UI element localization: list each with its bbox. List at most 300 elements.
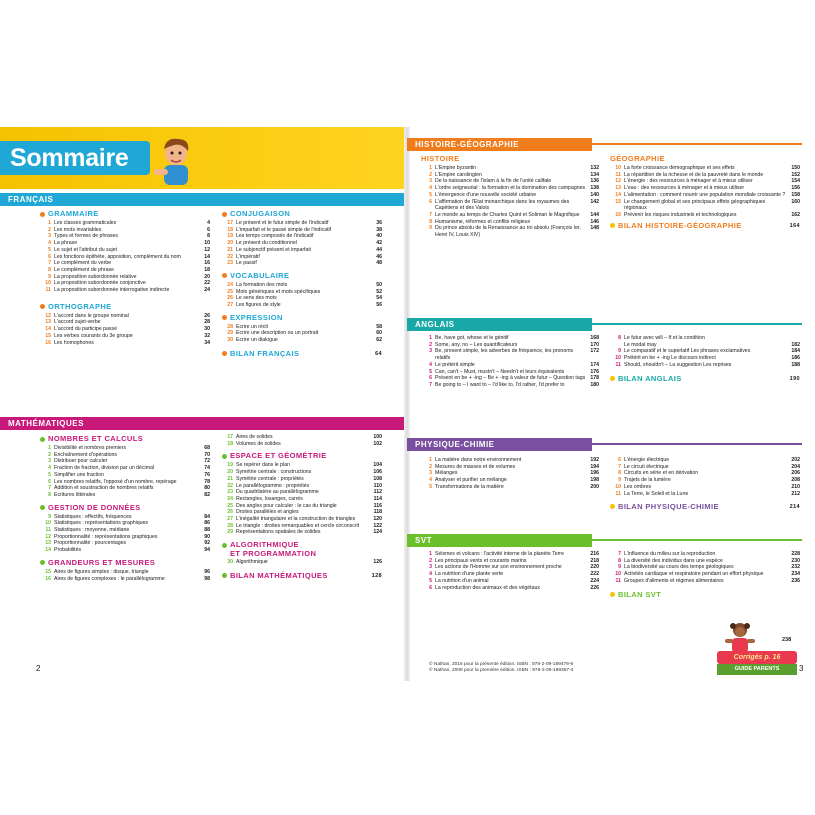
toc-entry (40, 240, 210, 247)
entry-page: 234 (791, 571, 800, 578)
entry-title: L'accord sujet-verbe (54, 319, 101, 326)
toc-entry (610, 564, 800, 571)
bilan-francais (222, 349, 382, 359)
list-espace (222, 462, 382, 536)
entry-number: 10 (615, 355, 621, 362)
entry-page: 76 (204, 471, 210, 478)
physique-col-right (610, 457, 800, 512)
entry-title: Les fonctions épithète, apposition, complément du nom (54, 253, 181, 260)
bilan-anglais (610, 374, 800, 384)
maths-col-right (222, 434, 382, 581)
girl-illustration-icon (725, 621, 755, 653)
toc-entry (40, 452, 210, 459)
list-grandeurs (40, 569, 210, 582)
entry-title: Écrire un récit (236, 323, 268, 330)
page-number-left: 2 (36, 664, 41, 673)
bullet-icon (40, 304, 45, 309)
toc-entry (421, 185, 599, 192)
subsection-title: GRAMMAIRE (48, 209, 99, 218)
entry-number: 5 (48, 246, 51, 253)
toc-entry (222, 295, 382, 302)
entry-title: L'impératif (236, 253, 260, 260)
entry-page: 40 (376, 233, 382, 240)
entry-number: 13 (615, 185, 621, 192)
list-geographie (610, 165, 800, 219)
toc-entry (222, 240, 382, 247)
entry-page: 82 (204, 491, 210, 498)
entry-number: 21 (227, 475, 233, 482)
entry-number: 20 (227, 469, 233, 476)
entry-number: 18 (227, 440, 233, 447)
entry-number: 9 (618, 477, 621, 484)
entry-number: 1 (429, 335, 432, 341)
entry-number: 5 (429, 368, 432, 375)
entry-number: 2 (48, 451, 51, 458)
bullet-icon (222, 454, 227, 459)
entry-title: Mots génériques et mots spécifiques (236, 288, 321, 295)
entry-title: L'accord du participe passé (54, 326, 117, 333)
list-anglais-left (421, 335, 599, 389)
entry-number: 7 (429, 211, 432, 218)
bilan-maths (222, 571, 382, 581)
entry-title: Be, have got, whose et le génitif (435, 335, 509, 341)
entry-title: Aires de solides (236, 434, 273, 440)
entry-page: 24 (204, 287, 210, 294)
entry-title: La biodiversité au cours des temps géologiques (624, 564, 734, 571)
isbn-line-2: © Nathan, 2008 pour la première édition. ISBN : 978-2-09-189367-4 (429, 668, 574, 673)
page-title: Sommaire (0, 141, 150, 175)
entry-page: 58 (376, 323, 382, 330)
toc-entry (222, 247, 382, 254)
entry-number: 19 (227, 462, 233, 469)
entry-title: Écrire une description ou un portrait (236, 330, 319, 337)
subsection-title: GRANDEURS ET MESURES (48, 557, 156, 567)
entry-number: 3 (429, 348, 432, 355)
entry-title: Groupes d'aliments et régimes alimentaires (624, 577, 724, 584)
entry-number: 12 (45, 533, 51, 540)
entry-number: 6 (618, 457, 621, 463)
page-number-right: 3 (799, 664, 804, 673)
entry-title: Algorithmique (236, 559, 268, 566)
bullet-icon (222, 315, 227, 320)
entry-title: Be going to – I want to – I'd like to, I'd rather, I'd prefer to (435, 381, 565, 388)
toc-entry (40, 274, 210, 281)
geographie-col (610, 154, 800, 231)
toc-entry (40, 465, 210, 472)
entry-page: 44 (376, 246, 382, 253)
toc-entry (40, 254, 210, 261)
entry-title: Les mots invariables (54, 226, 102, 233)
entry-title: Le circuit électrique (624, 463, 669, 470)
entry-title: Statistiques : effectifs, fréquences (54, 513, 132, 520)
right-page (407, 127, 815, 681)
entry-page: 226 (590, 584, 599, 591)
toc-entry (40, 485, 210, 492)
entry-title: Présent en be + -ing – Be + -ing à valeur de futur – Question tags (435, 375, 586, 382)
entry-title: L'énergie : des ressources à ménager et à mieux utiliser (624, 178, 753, 185)
entry-title: Types et formes de phrases (54, 233, 119, 240)
maths-col-left (40, 434, 210, 582)
toc-entry (222, 516, 382, 523)
entry-number: 2 (429, 341, 432, 348)
bullet-icon (610, 223, 615, 228)
bullet-icon (40, 212, 45, 217)
toc-entry (40, 458, 210, 465)
entry-title: Aires de figures simples : disque, triangle (54, 568, 149, 575)
bilan-label: BILAN PHYSIQUE-CHIMIE (618, 502, 719, 512)
toc-entry (421, 578, 599, 585)
entry-page: 136 (590, 178, 599, 185)
toc-entry (610, 571, 800, 578)
toc-entry (40, 227, 210, 234)
toc-entry (222, 260, 382, 267)
bullet-icon (610, 592, 615, 597)
entry-number: 4 (48, 465, 51, 472)
toc-entry (222, 302, 382, 309)
list-orthographe (40, 313, 210, 347)
entry-page: 222 (590, 571, 599, 578)
entry-title: La phrase (54, 240, 78, 247)
entry-page: 184 (791, 348, 800, 355)
toc-entry (40, 326, 210, 333)
toc-entry (40, 576, 210, 583)
entry-title: Distribuer pour calculer (54, 458, 108, 465)
entry-title: Divisibilité et nombres premiers (54, 445, 127, 451)
entry-page: 230 (791, 557, 800, 564)
entry-number: 7 (429, 381, 432, 388)
entry-title: La diversité des individus dans une espèce (624, 557, 723, 564)
entry-page: 100 (373, 434, 382, 440)
section-header-histgeo: HISTOIRE-GÉOGRAPHIE (407, 138, 592, 151)
toc-entry (222, 483, 382, 490)
entry-title: L'alimentation : comment nourrir une population mondiale croissante ? (624, 191, 786, 198)
subsection-title: NOMBRES ET CALCULS (48, 434, 144, 443)
subsection-title: ALGORITHMIQUE (230, 540, 299, 550)
toc-entry (610, 578, 800, 585)
subsection-conjugaison (222, 209, 382, 219)
entry-page: 146 (590, 218, 599, 225)
entry-title: Symétrie centrale : constructions (236, 469, 312, 476)
subsection-espace (222, 451, 382, 461)
toc-entry (421, 172, 599, 179)
entry-page: 192 (590, 457, 599, 463)
entry-number: 23 (227, 260, 233, 267)
entry-number: 19 (227, 233, 233, 240)
entry-page: 148 (590, 225, 599, 232)
entry-title: Aires de figures complexes : le parallélogramme (54, 575, 165, 582)
entry-page: 194 (590, 463, 599, 470)
entry-title: Circuits en série et en dérivation (624, 470, 699, 477)
entry-number: 16 (45, 339, 51, 346)
entry-page: 182 (791, 341, 800, 348)
toc-entry (222, 227, 382, 234)
toc-entry (610, 348, 800, 355)
toc-entry (40, 445, 210, 452)
entry-title: Les actions de l'Homme sur son environnement proche (435, 564, 562, 571)
entry-title: Statistiques : moyenne, médiane (54, 527, 130, 534)
entry-title: Le monde au temps de Charles Quint et Soliman le Magnifique (435, 211, 580, 218)
entry-page: 72 (204, 458, 210, 465)
entry-number: 8 (48, 491, 51, 498)
entry-title: Fraction de fraction, division par un décimal (54, 465, 155, 472)
entry-number: 4 (429, 571, 432, 578)
entry-title: Le présent du conditionnel (236, 240, 297, 247)
toc-entry (610, 165, 800, 172)
entry-page: 124 (373, 529, 382, 536)
entry-page: 86 (204, 520, 210, 527)
entry-title: Activités cardiaque et respiratoire pendant un effort physique (624, 571, 764, 578)
entry-title: Les nombres relatifs, l'opposé d'un nombre, repérage (54, 478, 177, 485)
entry-page: 102 (373, 440, 382, 447)
entry-number: 14 (615, 191, 621, 198)
anglais-col-right (610, 335, 800, 384)
bilan-histgeo (610, 221, 800, 231)
toc-entry (222, 220, 382, 227)
entry-title: La nutrition d'un animal (435, 577, 489, 584)
entry-page: 98 (204, 575, 210, 582)
toc-entry (421, 464, 599, 471)
entry-page: 112 (373, 489, 382, 496)
entry-title: Be, present simple, les adverbes de fréquence, les pronoms relatifs (435, 348, 574, 362)
entry-title: L'influence du milieu sur la reproduction (624, 551, 716, 557)
toc-entry (610, 457, 800, 464)
subsection-grammaire (40, 209, 210, 219)
entry-page: 16 (204, 260, 210, 267)
entry-number: 12 (615, 178, 621, 185)
entry-page: 94 (204, 547, 210, 554)
entry-number: 6 (429, 375, 432, 382)
entry-title: La matière dans notre environnement (435, 457, 522, 463)
entry-number: 18 (227, 226, 233, 233)
entry-number: 27 (227, 516, 233, 523)
toc-entry (421, 165, 599, 172)
entry-title: Le complément de phrase (54, 266, 114, 273)
entry-number: 9 (429, 225, 432, 232)
subsection-grandeurs (40, 558, 210, 568)
toc-entry (421, 585, 599, 592)
bilan-label: BILAN MATHÉMATIQUES (230, 570, 328, 580)
entry-page: 48 (376, 260, 382, 267)
entry-title: Mesures de masses et de volumes (435, 463, 516, 470)
subsection-geographie: GÉOGRAPHIE (610, 154, 665, 163)
entry-page: 168 (590, 335, 599, 341)
entry-page: 188 (791, 361, 800, 368)
entry-page: 120 (373, 516, 382, 523)
entry-page: 90 (204, 533, 210, 540)
entry-number: 21 (227, 246, 233, 253)
entry-page: 34 (204, 339, 210, 346)
entry-page: 142 (590, 198, 599, 205)
entry-page: 132 (590, 165, 599, 171)
entry-page: 54 (376, 295, 382, 302)
entry-page: 218 (590, 557, 599, 564)
toc-entry (421, 571, 599, 578)
toc-entry (610, 335, 800, 342)
entry-page: 154 (791, 178, 800, 185)
entry-title: L'Empire byzantin (435, 165, 477, 171)
toc-entry (40, 267, 210, 274)
entry-page: 170 (590, 341, 599, 348)
entry-page: 126 (373, 559, 382, 566)
entry-title: Le subjonctif présent et imparfait (236, 246, 311, 253)
entry-title: L'affirmation de l'État monarchique dans les royaumes des Capétiens et des Valois (435, 198, 570, 212)
toc-entry (40, 319, 210, 326)
entry-title: Le prétérit simple (435, 361, 475, 368)
list-physique-right (610, 457, 800, 497)
entry-number: 16 (45, 575, 51, 582)
toc-entry (421, 477, 599, 484)
bullet-icon (222, 351, 227, 356)
bullet-icon (40, 560, 45, 565)
entry-page: 12 (204, 246, 210, 253)
entry-title: L'imparfait et le passé simple de l'indicatif (236, 226, 332, 233)
toc-entry (222, 509, 382, 516)
entry-number: 3 (48, 233, 51, 240)
entry-page: 236 (791, 577, 800, 584)
toc-entry (222, 434, 382, 441)
toc-entry (222, 489, 382, 496)
entry-title: La proposition subordonnée relative (54, 273, 137, 280)
entry-number: 9 (48, 273, 51, 280)
toc-entry (610, 212, 800, 219)
entry-title: L'accord dans le groupe nominal (54, 312, 129, 319)
list-physique-left (421, 457, 599, 491)
list-conjugaison (222, 220, 382, 267)
subsection-title: CONJUGAISON (230, 209, 291, 218)
entry-number: 14 (45, 326, 51, 333)
entry-page: 206 (791, 470, 800, 477)
entry-page: 118 (373, 509, 382, 516)
entry-number: 25 (227, 502, 233, 509)
entry-page: 88 (204, 527, 210, 534)
entry-number: 6 (48, 253, 51, 260)
subsection-vocabulaire (222, 271, 382, 281)
badge-guide-parents: GUIDE PARENTS (717, 664, 797, 675)
entry-page: 200 (590, 483, 599, 490)
subsection-title: GESTION DE DONNÉES (48, 502, 141, 512)
entry-title: Simplifier une fraction (54, 471, 104, 478)
entry-title: Le sens des mots (236, 295, 277, 302)
entry-page: 224 (590, 577, 599, 584)
toc-entry (421, 219, 599, 226)
entry-page: 92 (204, 540, 210, 547)
bilan-page: 214 (789, 504, 800, 511)
entry-page: 176 (590, 368, 599, 375)
entry-page: 162 (791, 211, 800, 218)
entry-page: 116 (373, 502, 382, 509)
entry-title: Symétrie centrale : propriétés (236, 475, 304, 482)
entry-title: Mélanges (435, 470, 458, 477)
toc-entry (40, 534, 210, 541)
list-expression (222, 324, 382, 344)
bullet-icon (610, 376, 615, 381)
entry-number: 8 (48, 266, 51, 273)
entry-page: 70 (204, 451, 210, 458)
subsection-nombres (40, 434, 210, 444)
entry-number: 7 (618, 463, 621, 470)
entry-title: Du quadrilatère au parallélogramme (236, 489, 319, 496)
entry-title: Enchaînement d'opérations (54, 451, 117, 458)
entry-page: 46 (376, 253, 382, 260)
entry-number: 20 (227, 240, 233, 247)
entry-title: La proposition subordonnée interrogative indirecte (54, 287, 170, 294)
toc-entry (222, 233, 382, 240)
entry-title: Should, shouldn't – La suggestion Les reprises (624, 361, 732, 368)
bilan-page: 190 (789, 375, 800, 382)
entry-page: 74 (204, 465, 210, 472)
entry-number: 22 (227, 253, 233, 260)
entry-title: Les ombres (624, 483, 652, 490)
toc-entry (421, 551, 599, 558)
bullet-icon (610, 504, 615, 509)
toc-entry (222, 289, 382, 296)
entry-number: 10 (45, 520, 51, 527)
list-svt-right (610, 551, 800, 585)
entry-number: 10 (615, 165, 621, 171)
entry-title: Prévenir les risques industriels et technologiques (624, 211, 737, 218)
entry-title: Les homophones (54, 339, 94, 346)
entry-title: Le changement global et ses principaux effets géographiques régionaux (624, 198, 766, 212)
entry-title: La répartition de la richesse et de la pauvreté dans le monde (624, 171, 764, 178)
entry-number: 11 (615, 490, 621, 497)
entry-number: 11 (45, 527, 51, 534)
entry-number: 28 (227, 323, 233, 330)
bilan-label: BILAN SVT (618, 589, 662, 599)
entry-number: 28 (227, 522, 233, 529)
entry-title: Transformations de la matière (435, 483, 504, 490)
entry-title: Prétérit en be + -ing Le discours indirect (624, 355, 716, 362)
entry-title: Le comparatif et le superlatif Les phrases exclamatives (624, 348, 751, 355)
toc-entry (421, 375, 599, 382)
entry-page: 228 (791, 551, 800, 557)
bilan-page: 64 (375, 350, 382, 357)
entry-page: 196 (590, 470, 599, 477)
entry-title: La forte croissance démographique et ses effets (624, 165, 735, 171)
entry-page: 18 (204, 266, 210, 273)
entry-number: 12 (45, 312, 51, 319)
toc-entry (421, 484, 599, 491)
corriges-badge (717, 651, 797, 681)
toc-entry (421, 457, 599, 464)
bullet-icon (40, 505, 45, 510)
entry-title: Des angles pour calculer : le cas du triangle (236, 502, 337, 509)
toc-entry (222, 337, 382, 344)
entry-number: 6 (429, 584, 432, 591)
entry-page: 10 (204, 240, 210, 247)
entry-number: 11 (615, 171, 621, 178)
toc-entry (40, 247, 210, 254)
subsection-expression (222, 313, 382, 323)
svt-col-right (610, 551, 800, 643)
entry-page: 144 (590, 211, 599, 218)
entry-page: 198 (590, 477, 599, 484)
entry-page: 220 (590, 564, 599, 571)
toc-entry (421, 225, 599, 238)
subsection-title: EXPRESSION (230, 312, 283, 322)
toc-entry (40, 514, 210, 521)
list-gestion (40, 514, 210, 554)
entry-title: Le parallélogramme : propriétés (236, 482, 310, 489)
entry-number: 17 (227, 434, 233, 440)
entry-number: 1 (429, 551, 432, 557)
entry-title: L'énergie électrique (624, 457, 670, 463)
entry-title: L'ordre seigneurial : la formation et la domination des campagnes (435, 185, 586, 192)
entry-number: 10 (615, 571, 621, 578)
entry-page: 178 (590, 375, 599, 382)
section-rule-physique (592, 443, 802, 445)
entry-page: 160 (791, 198, 800, 205)
entry-number: 11 (615, 577, 621, 584)
